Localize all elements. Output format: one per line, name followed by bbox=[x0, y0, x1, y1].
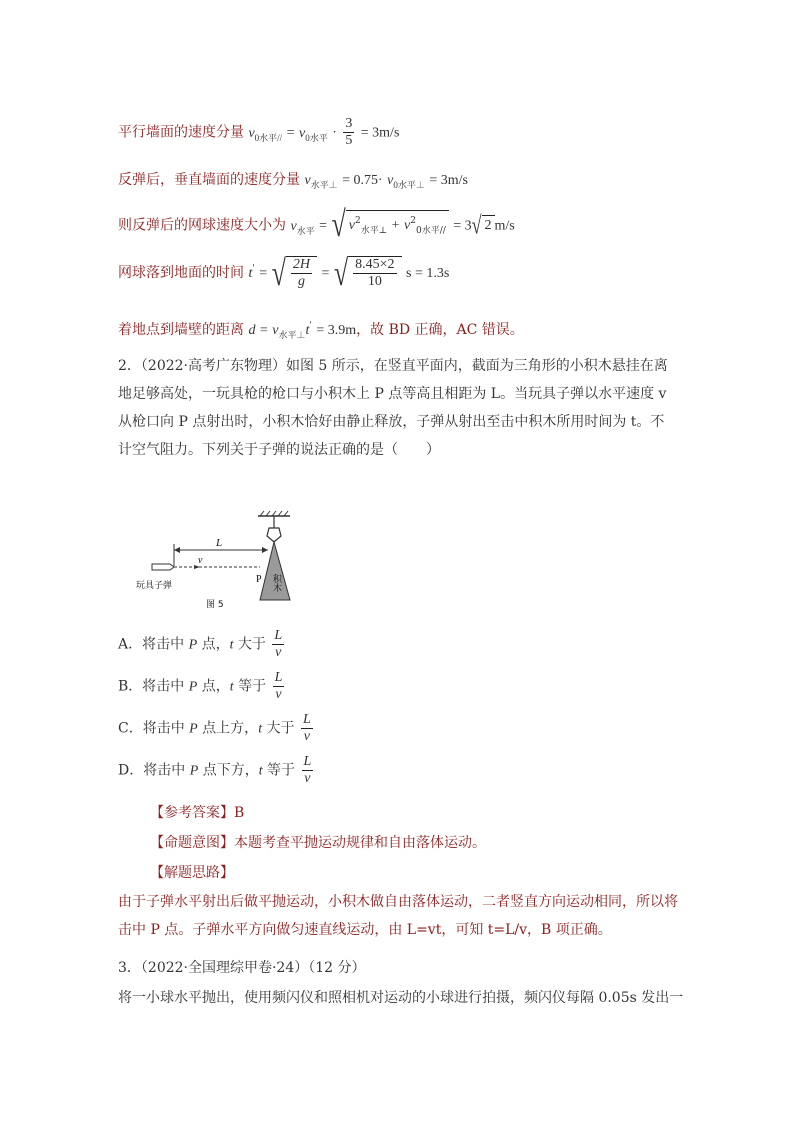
solution-line-5: 着地点到墙壁的距离 $d = v_{水平\perp}t' = 3.9m$，故 BD 正确，AC 错误。 bbox=[118, 321, 524, 340]
question-3-text: 将一小球水平抛出，使用频闪仪和照相机对运动的小球进行拍摄，频闪仪每隔 0.05s 发出一 bbox=[118, 990, 684, 1006]
line-text: 网球落到地面的时间 bbox=[118, 265, 244, 281]
result: = 3m/s bbox=[360, 125, 400, 141]
var-d: d bbox=[248, 323, 256, 338]
result: s = 1.3s bbox=[406, 266, 450, 281]
equals: = bbox=[259, 266, 268, 281]
square-root: √ 2 bbox=[472, 215, 495, 236]
figure-caption: 图 5 bbox=[206, 600, 224, 610]
question-intent: 【命题意图】本题考查平抛运动规律和自由落体运动。 bbox=[150, 835, 486, 851]
option-b[interactable]: B．将击中 P 点，t 等于 $\frac{L}{v}$ bbox=[118, 670, 283, 702]
subscript: 水平⊥ bbox=[278, 330, 306, 340]
equals: = bbox=[319, 218, 328, 234]
result: = 3.9m bbox=[316, 323, 357, 338]
equals: = bbox=[259, 323, 268, 338]
subscript: 0水平 bbox=[305, 132, 328, 143]
solution-line-3 bbox=[118, 204, 515, 245]
line-text: 着地点到墙壁的距离 bbox=[118, 322, 244, 338]
reference-answer: 【参考答案】B bbox=[150, 805, 245, 821]
subscript: 水平 bbox=[296, 225, 315, 236]
solution-idea-heading: 【解题思路】 bbox=[150, 865, 234, 881]
conclusion: ，故 BD 正确，AC 错误。 bbox=[356, 322, 524, 338]
var-v: v bbox=[387, 173, 394, 188]
toy-gun bbox=[152, 564, 174, 570]
subscript: 水平⊥ bbox=[310, 180, 338, 190]
label-P: P bbox=[256, 574, 262, 585]
line-text: 则反弹后的网球速度大小为 bbox=[118, 217, 286, 234]
question-3-title: 3．（2022·全国理综甲卷·24）（12 分） bbox=[118, 960, 366, 976]
block-label: 积木 bbox=[271, 574, 281, 592]
result: = 3m/s bbox=[429, 173, 468, 188]
question-2-text: 2．（2022·高考广东物理）如图 5 所示，在竖直平面内，截面为三角形的小积木悬挂在离地足够高处，一玩具枪的枪口与小积木上 P 点等高且相距为 L。当玩具子弹以水平速度 v 从枪口向 P 点射出时，小积木恰好由静止释放，子弹从射出至击中积木所用时间为 t。不计空气阻力。下列关于子弹的说法正确的是（ ） bbox=[118, 358, 668, 458]
square-root: √ $v^2_{水平\perp} + v^2_{0水平//}$ bbox=[332, 210, 449, 241]
solution-line-2 bbox=[118, 170, 468, 195]
line-text: 反弹后，垂直墙面的速度分量 bbox=[118, 172, 300, 188]
square-root: √ $\frac{2H}{g}$ bbox=[272, 256, 317, 290]
solution-explanation: 由于子弹水平射出后做平抛运动，小积木做自由落体运动，二者竖直方向运动相同，所以将击中 P 点。子弹水平方向做匀速直线运动，由 L=vt，可知 t=L/v，B 项正确。 bbox=[118, 894, 678, 938]
var-v: v bbox=[248, 125, 255, 141]
unit: m/s bbox=[494, 218, 515, 234]
square-root: √ $\frac{8.45\times 2}{10}$ bbox=[334, 256, 402, 290]
subscript: 0水平// bbox=[254, 132, 283, 143]
var-t: t bbox=[248, 266, 253, 281]
option-d[interactable]: D．将击中 P 点下方，t 等于 $\frac{L}{v}$ bbox=[118, 754, 312, 786]
equals: = bbox=[286, 125, 295, 141]
coefficient: = 0.75· bbox=[342, 173, 383, 188]
figure-5-diagram bbox=[130, 510, 300, 610]
clamp bbox=[267, 528, 281, 542]
var-v: v bbox=[290, 218, 297, 234]
line-text: 平行墙面的速度分量 bbox=[118, 124, 244, 141]
subscript: 0水平⊥ bbox=[393, 180, 425, 190]
label-v: v bbox=[198, 555, 203, 566]
var-t: t bbox=[305, 323, 310, 338]
var-v: v bbox=[304, 173, 311, 188]
label-L: L bbox=[216, 537, 223, 549]
dot: · bbox=[332, 125, 337, 141]
fraction: $\frac{3}{5}$ bbox=[345, 116, 353, 148]
gun-label: 玩具子弹 bbox=[136, 581, 173, 591]
solution-line-1 bbox=[118, 116, 399, 149]
option-c[interactable]: C．将击中 P 点上方，t 大于 $\frac{L}{v}$ bbox=[118, 712, 311, 744]
option-a[interactable]: A．将击中 P 点，t 大于 $\frac{L}{v}$ bbox=[118, 628, 283, 660]
solution-line-4: 网球落到地面的时间 t' = √ $\frac{2H}{g}$ = √ $\frac{8.45\times 2}{10}$ s = 1.3s bbox=[118, 252, 450, 294]
var-v: v bbox=[272, 323, 279, 338]
var-v: v bbox=[299, 125, 306, 141]
result: = 3 bbox=[453, 218, 472, 234]
